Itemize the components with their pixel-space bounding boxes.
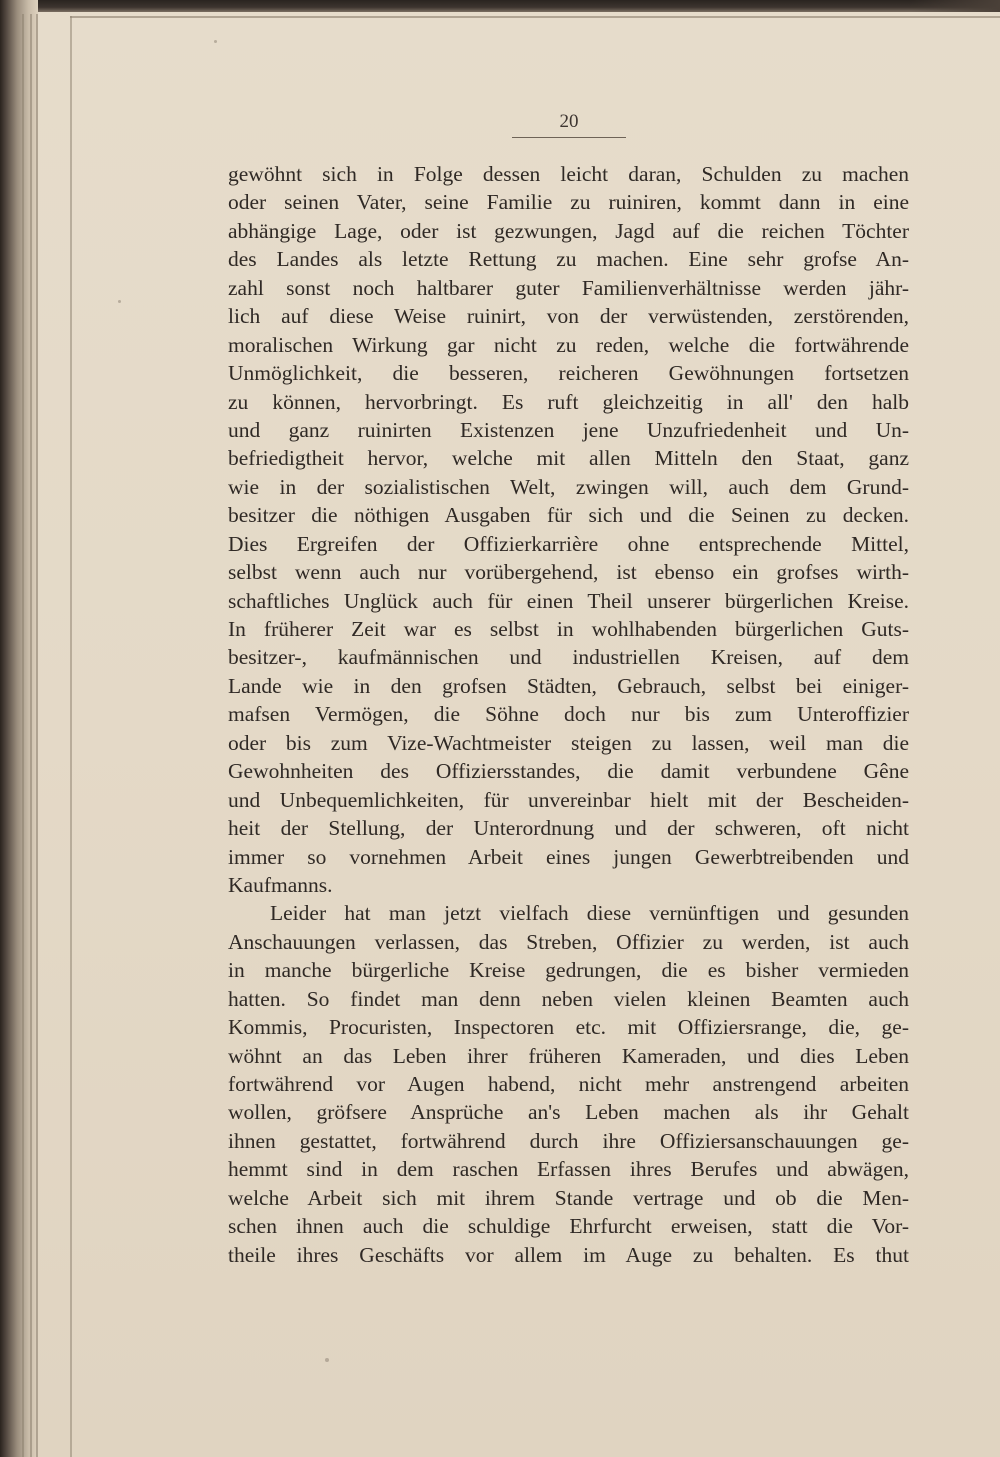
text-line: mafsen Vermögen, die Söhne doch nur bis zum Unteroffizier [228,702,909,727]
page-corner-shadow [910,0,1000,12]
text-line: schen ihnen auch die schuldige Ehrfurcht erweisen, statt die Vor- [228,1214,909,1239]
text-line: und ganz ruinirten Existenzen jene Unzufriedenheit und Un- [228,417,909,442]
body-text [228,160,909,1269]
text-line: besitzer die nöthigen Ausgaben für sich und die Seinen zu decken. [228,503,909,528]
text-line: wie in der sozialistischen Welt, zwingen will, auch dem Grund- [228,474,909,499]
text-line: wollen, gröfsere Ansprüche an's Leben machen als ihr Gehalt [228,1100,909,1125]
text-line: und Unbequemlichkeiten, für unvereinbar hielt mit der Bescheiden- [228,787,909,812]
paper-speck [214,40,217,43]
text-line: schaftliches Unglück auch für einen Theil unserer bürgerlichen Kreise. [228,588,909,613]
text-line: fortwährend vor Augen habend, nicht mehr anstrengend arbeiten [228,1072,909,1096]
text-line: besitzer-, kaufmännischen und industriellen Kreisen, auf dem [228,645,909,670]
page-frame-line [70,16,1000,18]
text-line: In früherer Zeit war es selbst in wohlhabenden bürgerlichen Guts- [228,617,909,641]
header-rule [512,137,626,138]
text-line: immer so vornehmen Arbeit eines jungen Gewerbtreibenden und [228,844,909,869]
text-line: heit der Stellung, der Unterordnung und der schweren, oft nicht [228,816,909,841]
text-line: Unmöglichkeit, die besseren, reicheren Gewöhnungen fortsetzen [228,361,909,386]
page-top-edge [0,0,1000,12]
text-line: befriedigtheit hervor, welche mit allen Mitteln den Staat, ganz [228,446,909,471]
page-frame-line [70,16,72,1457]
text-line: oder bis zum Vize-Wachtmeister steigen zu lassen, weil man die [228,730,909,755]
text-line: selbst wenn auch nur vorübergehend, ist ebenso ein grofses wirth- [228,560,909,585]
text-line: gewöhnt sich in Folge dessen leicht daran, Schulden zu machen [228,162,909,186]
text-line: hatten. So findet man denn neben vielen kleinen Beamten auch [228,986,909,1011]
text-line: theile ihres Geschäfts vor allem im Auge zu behalten. Es thut [228,1242,909,1267]
book-spine [0,0,38,1457]
text-line: lich auf diese Weise ruinirt, von der verwüstenden, zerstörenden, [228,304,909,329]
page-number: 20 [559,111,579,132]
text-line: ihnen gestattet, fortwährend durch ihre Offiziersanschauungen ge- [228,1128,909,1153]
spine-line [36,14,38,1457]
text-line: zu können, hervorbringt. Es ruft gleichzeitig in all' den halb [228,389,909,414]
spine-line [30,14,32,1457]
text-line: des Landes als letzte Rettung zu machen. Eine sehr grofse An- [228,247,909,272]
text-line: wöhnt an das Leben ihrer früheren Kameraden, und dies Leben [228,1043,909,1068]
text-line: in manche bürgerliche Kreise gedrungen, die es bisher vermieden [228,958,909,983]
text-line: abhängige Lage, oder ist gezwungen, Jagd auf die reichen Töchter [228,218,909,243]
text-line: Dies Ergreifen der Offizierkarrière ohne entsprechende Mittel, [228,531,909,556]
text-line: Lande wie in den grofsen Städten, Gebrauch, selbst bei einiger- [228,673,909,698]
text-line: hemmt sind in dem raschen Erfassen ihres Berufes und abwägen, [228,1157,909,1182]
paper-speck [118,300,121,303]
spine-line [22,14,24,1457]
paper-speck [325,1358,329,1362]
text-line: oder seinen Vater, seine Familie zu ruiniren, kommt dann in eine [228,190,909,215]
text-line: welche Arbeit sich mit ihrem Stande vertrage und ob die Men- [228,1185,909,1210]
text-line: Kaufmanns. [228,872,333,897]
text-line: zahl sonst noch haltbarer guter Familienverhältnisse werden jähr- [228,275,909,300]
text-line: Anschauungen verlassen, das Streben, Offizier zu werden, ist auch [228,929,909,954]
text-line: Gewohnheiten des Offiziersstandes, die damit verbundene Gêne [228,759,909,784]
text-line: Kommis, Procuristen, Inspectoren etc. mit Offiziersrange, die, ge- [228,1015,909,1040]
paragraph-first-line: Leider hat man jetzt vielfach diese vernünftigen und gesunden [270,901,909,926]
text-line: moralischen Wirkung gar nicht zu reden, welche die fortwährende [228,332,909,357]
